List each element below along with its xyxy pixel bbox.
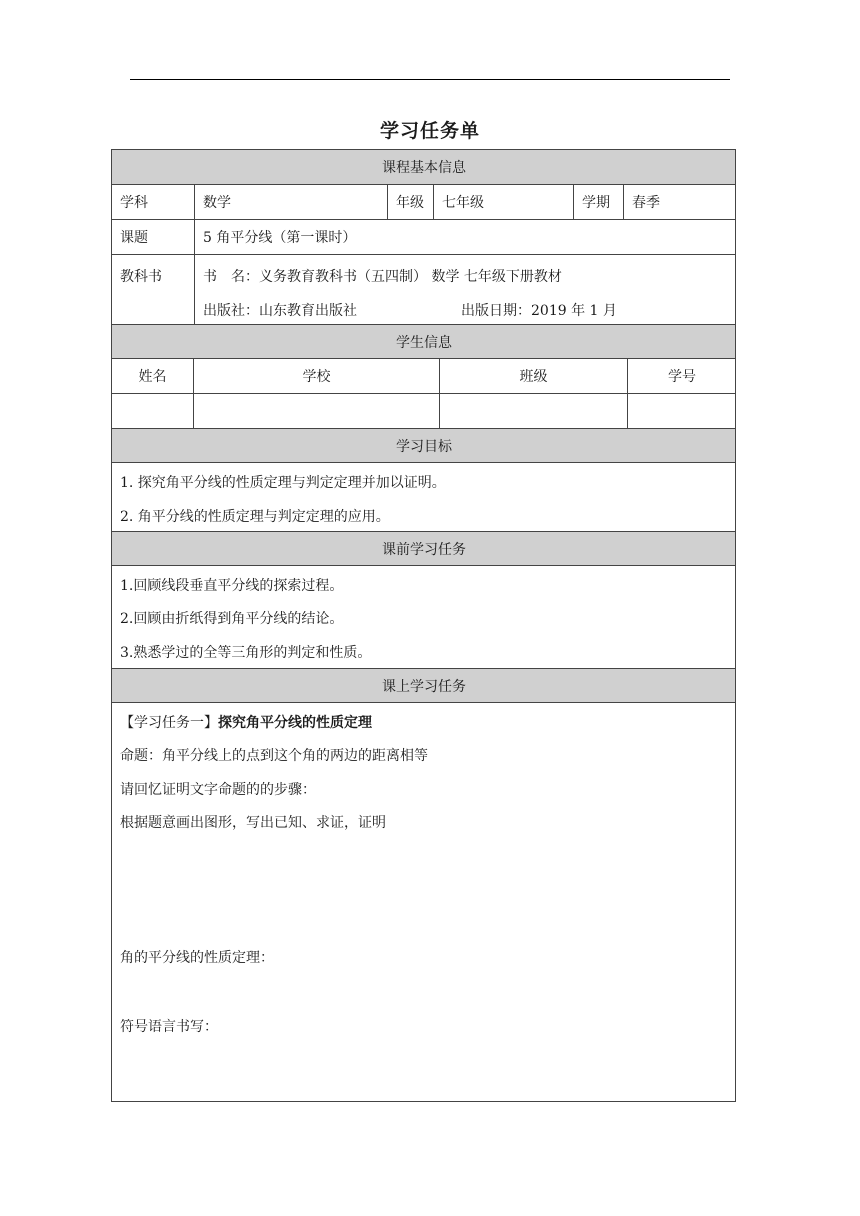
theorem-prompt: 角的平分线的性质定理： (120, 950, 274, 966)
pre-class-item: 2.回顾由折纸得到角平分线的结论。 (120, 611, 344, 627)
term-label: 学期 (573, 184, 623, 219)
objective-item: 1. 探究角平分线的性质定理与判定定理并加以证明。 (120, 475, 446, 491)
proposition-text: 命题：角平分线上的点到这个角的两边的距离相等 (120, 748, 428, 764)
task-sheet-table (111, 149, 736, 1102)
grade-label: 年级 (387, 184, 433, 219)
subject-value: 数学 (194, 184, 387, 219)
textbook-publish-date: 出版日期：2019 年 1 月 (461, 303, 617, 319)
textbook-label: 教科书 (111, 254, 194, 324)
page-title: 学习任务单 (379, 120, 480, 142)
in-class-content (111, 702, 736, 1102)
course-info-header: 课程基本信息 (111, 149, 736, 184)
textbook-name: 书 名：义务教育教科书（五四制） 数学 七年级下册教材 (203, 269, 562, 285)
student-school-field[interactable] (193, 393, 439, 428)
student-name-field[interactable] (111, 393, 193, 428)
student-id-field[interactable] (627, 393, 736, 428)
term-value: 春季 (623, 184, 736, 219)
subject-label: 学科 (111, 184, 194, 219)
task-one-title: 探究角平分线的性质定理 (218, 715, 372, 731)
student-school-column: 学校 (193, 358, 439, 393)
pre-class-header: 课前学习任务 (111, 531, 736, 565)
topic-label: 课题 (111, 219, 194, 254)
pre-class-list (111, 565, 736, 668)
task-one-heading (120, 712, 372, 732)
student-class-field[interactable] (439, 393, 627, 428)
in-class-header: 课上学习任务 (111, 668, 736, 702)
student-info-header: 学生信息 (111, 324, 736, 358)
recall-prompt: 请回忆证明文字命题的的步骤： (120, 782, 316, 798)
objective-item: 2. 角平分线的性质定理与判定定理的应用。 (120, 509, 390, 525)
header-rule (130, 79, 730, 80)
objectives-header: 学习目标 (111, 428, 736, 462)
pre-class-item: 3.熟悉学过的全等三角形的判定和性质。 (120, 645, 372, 661)
pre-class-item: 1.回顾线段垂直平分线的探索过程。 (120, 578, 344, 594)
topic-value: 5 角平分线（第一课时） (194, 219, 736, 254)
task-one-label: 【学习任务一】 (120, 715, 218, 731)
textbook-details (194, 254, 736, 324)
objectives-list (111, 462, 736, 531)
student-name-column: 姓名 (111, 358, 193, 393)
grade-value: 七年级 (433, 184, 573, 219)
textbook-publisher: 出版社：山东教育出版社 (203, 303, 357, 319)
student-id-column: 学号 (627, 358, 736, 393)
proof-steps: 根据题意画出图形，写出已知、求证，证明 (120, 815, 386, 831)
student-class-column: 班级 (439, 358, 627, 393)
symbolic-prompt: 符号语言书写： (120, 1019, 218, 1035)
